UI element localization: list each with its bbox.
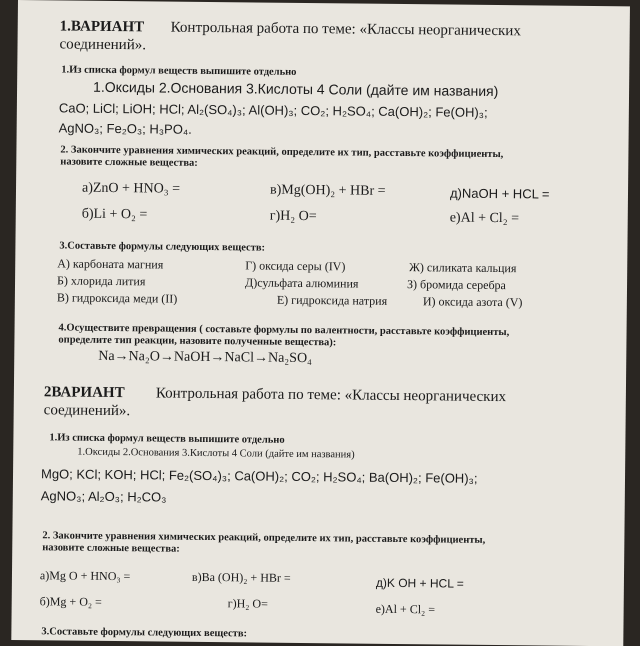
v2-eq-e: е)Al + Cl₂ = [375,601,436,617]
v1-eq-b: б)Li + O₂ = [81,206,148,223]
v1-sub-z: З) бромида серебра [406,277,507,293]
v1-sub-a: А) карбоната магния [57,256,164,272]
v2-task1-prompt: 1.Из списка формул веществ выпишите отдельно [49,432,285,446]
v2-eq-v: в)Ba (OH)₂ + HBr = [191,569,291,585]
v2-task2-prompt-cont: назовите сложные вещества: [42,542,180,555]
v1-sub-g: Г) оксида серы (IV) [245,258,346,274]
v1-task2-prompt: 2. Закончите уравнения химических реакций, определите их тип, расставьте коэффициенты, [60,144,504,161]
variant1-subject-cont: соединений». [59,36,147,54]
v1-task4-prompt: 4.Осуществите превращения ( составьте формулы по валентности, расставьте коэффициенты, [58,322,510,339]
v1-sub-d: Д)сульфата алюминия [244,275,359,291]
v2-task2-prompt: 2. Закончите уравнения химических реакций, определите их тип, расставьте коэффициенты, [42,530,486,546]
v2-task3-prompt: 3.Составьте формулы следующих веществ: [41,626,248,640]
v1-task2-prompt-cont: назовите сложные вещества: [60,156,198,169]
v1-sub-i: И) оксида азота (V) [422,294,523,310]
worksheet-page [11,0,630,646]
variant2-title: 2ВАРИАНТ [43,384,125,402]
v1-eq-v: в)Mg(OH)₂ + HBr = [269,182,386,199]
v1-task4-prompt-cont: определите тип реакции, назовите полученные вещества): [58,334,337,349]
v1-eq-d: д)NaOH + HCL = [449,185,550,202]
v1-task1-prompt: 1.Из списка формул веществ выпишите отдельно [61,64,297,78]
variant2-subject-cont: соединений». [43,402,131,420]
v2-eq-a: а)Mg O + HNO₃ = [39,568,131,584]
v1-sub-v: В) гидроксида меди (II) [56,290,178,306]
v1-sub-b: Б) хлорида лития [56,273,146,289]
v1-task1-categories: 1.Оксиды 2.Основания 3.Кислоты 4 Соли (дайте им названия) [93,78,499,100]
v2-eq-g: г)H₂ O= [227,596,268,611]
v2-task1-formulas-line1: MgO; KCl; KOH; HCl; Fe₂(SO₄)₃; Ca(OH)₂; CO₂; H₂SO₄; Ba(OH)₂; Fe(OH)₃; [40,466,478,486]
v1-task1-formulas-line2: AgNO₃; Fe₂O₃; H₃PO₄. [58,120,192,137]
v2-task1-formulas-line2: AgNO₃; Al₂O₃; H₂CO₃ [40,488,167,505]
v1-task4-chain: Na→Na₂O→NaOH→NaCl→Na₂SO₄ [98,348,313,367]
v2-task1-categories: 1.Оксиды 2.Основания 3.Кислоты 4 Соли (дайте им названия) [77,446,355,461]
v1-eq-a: а)ZnO + HNO₃ = [81,180,181,197]
v1-eq-e: е)Al + Cl₂ = [449,210,520,227]
v1-task3-prompt: 3.Составьте формулы следующих веществ: [59,240,266,254]
v1-eq-g: г)H₂ O= [269,208,317,225]
variant2-subject: Контрольная работа по теме: «Классы неорганических [155,385,507,406]
v1-sub-e: Е) гидроксида натрия [276,292,388,308]
v2-eq-b: б)Mg + O₂ = [39,594,102,609]
v1-sub-zh: Ж) силиката кальция [409,260,517,276]
v1-task1-formulas-line1: CaO; LiCl; LiOH; HCl; Al₂(SO₄)₃; Al(OH)₃; CO₂; H₂SO₄; Ca(OH)₂; Fe(OH)₃; [58,100,488,120]
variant1-subject: Контрольная работа по теме: «Классы неорганических [170,19,521,40]
v2-eq-d: д)K OH + HCL = [375,575,464,591]
variant1-title: 1.ВАРИАНТ [59,18,145,36]
